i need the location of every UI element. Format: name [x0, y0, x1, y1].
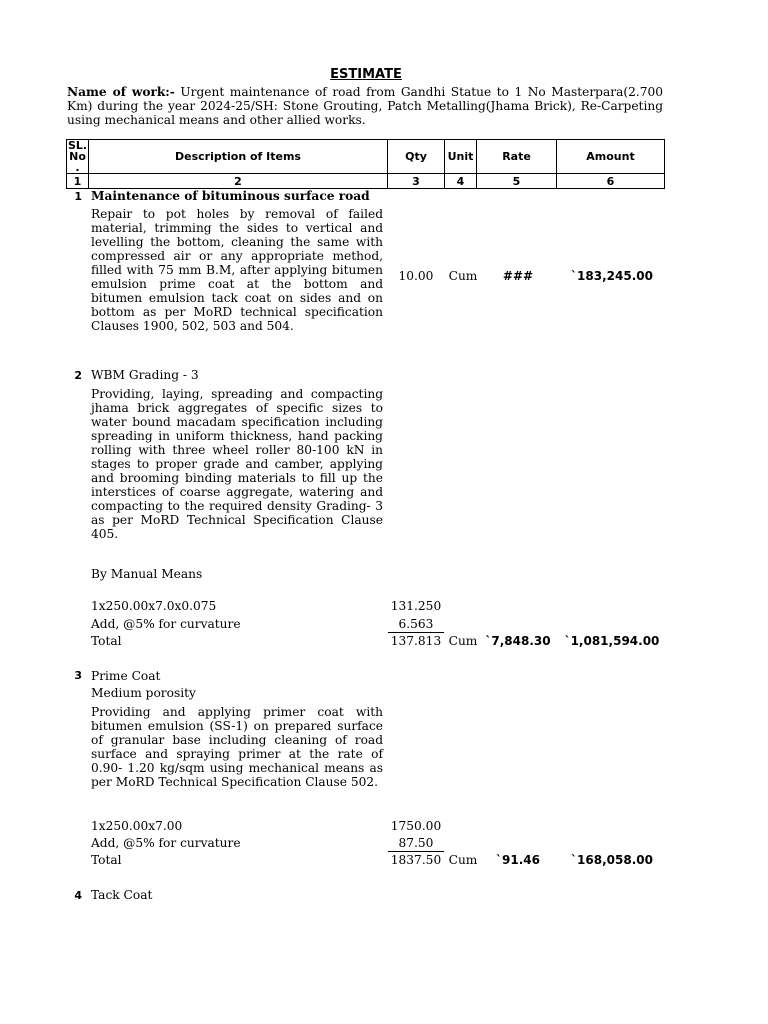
- item-amount: `168,058.00: [571, 853, 653, 867]
- item-number: 3: [74, 669, 82, 682]
- item-rate: ###: [502, 269, 534, 283]
- col-number-2: 2: [89, 174, 388, 189]
- item-title: Tack Coat: [91, 888, 153, 902]
- calc-label: Add, @5% for curvature: [91, 617, 241, 631]
- item-description: Providing and applying primer coat with bitumen emulsion (SS-1) on prepared surface of granular base including cleaning of road surface and spraying primer at the rate of 0.90- 1.20 kg/sqm using mechanical means as per MoRD Technical Specification Clause 502.: [91, 705, 383, 789]
- item-unit: Cum: [448, 634, 478, 648]
- calc-label: Add, @5% for curvature: [91, 836, 241, 850]
- header-unit: Unit: [445, 140, 477, 174]
- item-title: WBM Grading - 3: [91, 368, 199, 382]
- item-amount: `183,245.00: [571, 269, 653, 283]
- item-number: 1: [74, 190, 82, 203]
- column-number-row: [67, 174, 665, 189]
- item-subtitle: Medium porosity: [91, 686, 196, 700]
- header-rate: Rate: [477, 140, 557, 174]
- header-amount: Amount: [557, 140, 665, 174]
- col-number-5: 5: [477, 174, 557, 189]
- total-label: Total: [91, 634, 122, 648]
- item-description: Providing, laying, spreading and compacting jhama brick aggregates of specific sizes to water bound macadam specification including spreading in uniform thickness, hand packing rolling with three wheel roller 80-100 kN in stages to proper grade and camber, applying and brooming binding materials to fill up the interstices of coarse aggregate, watering and compacting to the required density Grading- 3 as per MoRD Technical Specification Clause 405.: [91, 387, 383, 541]
- subtotal-underline: [388, 851, 444, 852]
- col-number-6: 6: [557, 174, 665, 189]
- total-qty: 137.813: [390, 634, 442, 648]
- item-method: By Manual Means: [91, 567, 203, 581]
- item-title: Maintenance of bituminous surface road: [91, 189, 370, 203]
- name-of-work-text: Urgent maintenance of road from Gandhi Statue to 1 No Masterpara(2.700 Km) during the year 2024-25/SH: Stone Grouting, Patch Metalling(Jhama Brick), Re-Carpeting using mechanical means and other allied works.: [67, 85, 663, 127]
- calc-qty: 6.563: [398, 617, 434, 631]
- header-row: [67, 140, 665, 174]
- item-amount: `1,081,594.00: [564, 634, 660, 648]
- item-number: 2: [74, 369, 82, 382]
- col-number-3: 3: [388, 174, 445, 189]
- calc-label: 1x250.00x7.0x0.075: [91, 599, 217, 613]
- item-number: 4: [74, 889, 82, 902]
- item-qty: 10.00: [398, 269, 434, 283]
- subtotal-underline: [388, 632, 444, 633]
- col-number-4: 4: [445, 174, 477, 189]
- item-unit: Cum: [448, 269, 478, 283]
- calc-qty: 1750.00: [390, 819, 442, 833]
- calc-qty: 131.250: [390, 599, 442, 613]
- header-qty: Qty: [388, 140, 445, 174]
- item-rate: `7,848.30: [485, 634, 551, 648]
- item-unit: Cum: [448, 853, 478, 867]
- calc-qty: 87.50: [398, 836, 434, 850]
- header-sl-no: SL. No .: [67, 139, 88, 174]
- calc-label: 1x250.00x7.00: [91, 819, 183, 833]
- estimate-header-table: [66, 139, 665, 189]
- col-number-1: 1: [67, 174, 89, 189]
- item-title: Prime Coat: [91, 669, 161, 683]
- name-of-work-label: Name of work:-: [67, 85, 175, 99]
- total-label: Total: [91, 853, 122, 867]
- total-qty: 1837.50: [390, 853, 442, 867]
- item-description: Repair to pot holes by removal of failed material, trimming the sides to vertical and levelling the bottom, cleaning the same with compressed air or any appropriate method, filled with 75 mm B.M, after applying bitumen emulsion prime coat at the bottom and bitumen emulsion tack coat on sides and on bottom as per MoRD technical specification Clauses 1900, 502, 503 and 504.: [91, 207, 383, 333]
- header-description: Description of Items: [89, 140, 388, 174]
- item-rate: `91.46: [496, 853, 540, 867]
- name-of-work: [67, 85, 663, 127]
- document-title: ESTIMATE: [330, 67, 402, 82]
